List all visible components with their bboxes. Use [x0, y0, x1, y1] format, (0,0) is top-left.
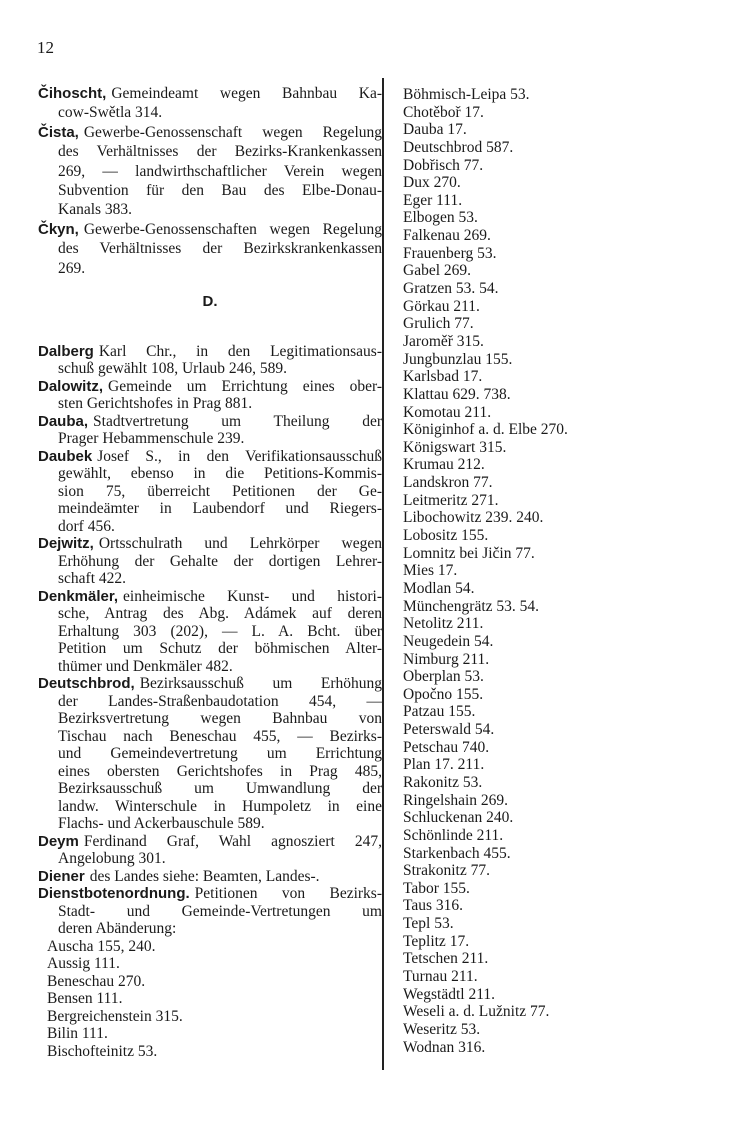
entries-c [38, 84, 382, 278]
entry-line [38, 500, 382, 518]
entry-line [38, 343, 382, 361]
entry-text: Gewerbe-Genossenschaft wegen Regelung [83, 123, 382, 141]
entry-line [38, 378, 382, 396]
entry-line [38, 553, 382, 571]
entry-headword: Čihoscht, [38, 85, 107, 102]
entry-text: schaft 422. [58, 570, 127, 588]
list-item: Weseli a. d. Lužnitz 77. [403, 1003, 550, 1021]
list-item: Böhmisch-Leipa 53. [403, 86, 530, 103]
list-item: Bilin 111. [47, 1025, 108, 1043]
list-item: Wegstädtl 211. [403, 985, 496, 1003]
entry-line [38, 605, 382, 623]
entry-line [38, 588, 382, 606]
entry-line [38, 850, 382, 868]
entry-line [38, 200, 382, 219]
entry-line [38, 220, 382, 239]
list-item: Frauenberg 53. [403, 244, 497, 262]
entry-line [38, 640, 382, 658]
entry-text: sion 75, überreicht Petitionen der Ge- [58, 482, 382, 500]
index-entry [38, 123, 382, 220]
entry-headword: Dejwitz, [38, 535, 94, 553]
entry-text: dorf 456. [58, 517, 115, 535]
entry-line [38, 868, 382, 886]
list-item: Gabel 269. [403, 262, 472, 280]
entry-text: Angelobung 301. [58, 850, 166, 868]
list-item: Leitmeritz 271. [403, 491, 499, 509]
entry-text: thümer und Denkmäler 482. [58, 657, 233, 675]
entry-line [38, 710, 382, 728]
entry-text: schuß gewählt 108, Urlaub 246, 589. [58, 360, 288, 378]
list-item: Königinhof a. d. Elbe 270. [403, 421, 568, 439]
entry-line [38, 483, 382, 501]
list-item: Neugedein 54. [403, 632, 494, 650]
list-item: Turnau 211. [403, 968, 478, 986]
entry-line [38, 181, 382, 200]
entry-headword: Dalberg [38, 342, 94, 360]
entry-line [38, 360, 382, 378]
list-item: Dobřisch 77. [403, 156, 484, 174]
entry-text: Flachs- und Ackerbauschule 589. [58, 815, 265, 833]
entry-line [38, 623, 382, 641]
entry-line [38, 518, 382, 536]
entry-text: Bezirksvertretung wegen Bahnbau von [58, 710, 382, 728]
entry-headword: Deym [38, 832, 79, 850]
index-entry [38, 448, 382, 536]
entry-text: Ortsschulrath und Lehrkörper wegen [98, 535, 382, 553]
index-entry [38, 885, 382, 938]
entry-text: Prager Hebammenschule 239. [58, 430, 245, 448]
list-item: Krumau 212. [403, 456, 485, 474]
list-item: Münchengrätz 53. 54. [403, 597, 540, 615]
entry-line [38, 693, 382, 711]
list-item: Königswart 315. [403, 438, 507, 456]
entry-text: des Verhältnisses der Bezirkskrankenkassen [58, 240, 382, 258]
list-item: Peterswald 54. [403, 721, 495, 739]
entry-line [38, 833, 382, 851]
entry-text: 269. [58, 259, 86, 277]
list-item: Auscha 155, 240. [47, 937, 156, 955]
entry-line [38, 162, 382, 181]
entry-text: Subvention für den Bau des Elbe-Donau- [58, 181, 382, 199]
entry-line [38, 535, 382, 553]
index-entry [38, 84, 382, 123]
entry-text: Bezirksausschuß um Erhöhung [139, 675, 382, 693]
entry-line [38, 780, 382, 798]
list-item: Elbogen 53. [403, 209, 478, 227]
list-item: Rakonitz 53. [403, 773, 483, 791]
entry-text: Tischau nach Beneschau 455, — Bezirks- [58, 727, 382, 745]
list-item: Tabor 155. [403, 879, 470, 897]
list-item: Plan 17. 211. [403, 756, 485, 774]
list-item: Weseritz 53. [403, 1020, 481, 1038]
list-item: Oberplan 53. [403, 668, 484, 686]
list-item: Beneschau 270. [47, 972, 146, 990]
entry-text: cow-Swětla 314. [58, 104, 163, 122]
entry-headword: Dauba, [38, 412, 89, 430]
dienstboten-places-list [38, 938, 382, 1061]
entries-d [38, 343, 382, 938]
index-entry [38, 343, 382, 378]
entry-text: gewählt, ebenso in die Petitions-Kommis- [58, 465, 382, 483]
list-item: Jungbunzlau 155. [403, 350, 513, 368]
list-item: Aussig 111. [47, 955, 120, 973]
list-item: Modlan 54. [403, 579, 475, 597]
list-item: Deutschbrod 587. [403, 138, 514, 156]
entry-text: Karl Chr., in den Legitimationsaus- [98, 342, 382, 360]
list-item: Libochowitz 239. 240. [403, 509, 544, 527]
list-item: Bensen 111. [47, 990, 123, 1008]
entry-text: Stadt- und Gemeinde-Vertretungen um [58, 902, 382, 920]
entry-text: 269, — landwirthschaftlicher Verein wegen [58, 162, 382, 180]
index-entry [38, 675, 382, 833]
entry-headword: Čista, [38, 123, 79, 141]
entry-line [38, 413, 382, 431]
entry-line [38, 465, 382, 483]
entry-text: Petition um Schutz der böhmischen Alter- [58, 640, 382, 658]
list-item: Ringelshain 269. [403, 791, 509, 809]
entry-text: sten Gerichtshofes in Prag 881. [58, 395, 253, 413]
list-item: Gratzen 53. 54. [403, 280, 499, 298]
list-item: Nimburg 211. [403, 650, 490, 668]
entry-text: landw. Winterschule in Humpoletz in eine [58, 797, 382, 815]
index-entry [38, 220, 382, 278]
list-item: Landskron 77. [403, 474, 493, 492]
entry-line [38, 142, 382, 161]
entry-headword: Daubek [38, 447, 93, 465]
entry-line [38, 103, 382, 122]
list-item: Dux 270. [403, 174, 461, 192]
entry-text: sche, Antrag des Abg. Adámek auf deren [58, 605, 382, 623]
list-item: Eger 111. [403, 191, 463, 209]
entry-text: des Landes siehe: Beamten, Landes-. [89, 867, 320, 885]
list-item: Bergreichenstein 315. [47, 1007, 183, 1025]
list-item: Grulich 77. [403, 315, 474, 333]
entry-text: Gemeindeamt wegen Bahnbau Ka- [111, 85, 382, 102]
index-entry [38, 535, 382, 588]
entry-text: Josef S., in den Verifikationsausschuß [97, 447, 382, 465]
entry-line [38, 763, 382, 781]
entry-text: einheimische Kunst- und histori- [123, 587, 382, 605]
list-item: Jaroměř 315. [403, 332, 484, 350]
entry-text: Stadtvertretung um Theilung der [93, 412, 382, 430]
list-item: Schluckenan 240. [403, 809, 514, 827]
section-heading-d: D. [202, 292, 218, 310]
entry-headword: Denkmäler, [38, 587, 119, 605]
column-divider [382, 78, 384, 1070]
entry-text: Erhöhung der Gehalte der dortigen Lehrer- [58, 552, 382, 570]
entry-text: Erhaltung 303 (202), — L. A. Bcht. über [58, 622, 382, 640]
list-item: Görkau 211. [403, 297, 480, 315]
entry-headword: Deutschbrod, [38, 675, 135, 693]
entry-line [38, 448, 382, 466]
list-item: Schönlinde 211. [403, 826, 504, 844]
list-item: Lobositz 155. [403, 527, 489, 545]
list-item: Opočno 155. [403, 685, 484, 703]
list-item: Dauba 17. [403, 121, 467, 139]
entry-line [38, 675, 382, 693]
entry-line [38, 885, 382, 903]
list-item: Petschau 740. [403, 738, 490, 756]
entry-text: Petitionen von Bezirks- [194, 885, 382, 903]
entry-line [38, 745, 382, 763]
list-item: Strakonitz 77. [403, 862, 490, 880]
entry-line [38, 920, 382, 938]
index-entry [38, 588, 382, 676]
entry-line [38, 239, 382, 258]
list-item: Tetschen 211. [403, 950, 489, 968]
entry-line [38, 259, 382, 278]
entry-line [38, 658, 382, 676]
index-entry [38, 413, 382, 448]
index-entry [38, 868, 382, 886]
list-item: Falkenau 269. [403, 227, 491, 245]
left-column [38, 84, 382, 1060]
entry-text: der Landes-Straßenbaudotation 454, — [58, 692, 382, 710]
list-item: Komotau 211. [403, 403, 492, 421]
entry-headword: Diener [38, 867, 85, 885]
list-item: Tepl 53. [403, 915, 454, 933]
list-item: Starkenbach 455. [403, 844, 511, 862]
list-item: Lomnitz bei Jičin 77. [403, 544, 535, 562]
entry-line [38, 84, 382, 103]
entry-line [38, 430, 382, 448]
entry-text: deren Abänderung: [58, 920, 177, 938]
index-entry [38, 833, 382, 868]
entry-text: und Gemeindevertretung um Errichtung [58, 745, 382, 763]
entry-line [38, 570, 382, 588]
entry-text: Gemeinde um Errichtung eines ober- [108, 377, 382, 395]
list-item: Chotěboř 17. [403, 103, 484, 121]
list-item: Netolitz 211. [403, 615, 484, 633]
entry-text: meindeämter in Laubendorf und Riegers- [58, 500, 382, 518]
list-item: Taus 316. [403, 897, 464, 915]
entry-text: Ferdinand Graf, Wahl agnosziert 247, [83, 832, 382, 850]
entry-text: eines obersten Gerichtshofes in Prag 485, [58, 762, 382, 780]
entry-headword: Dienstbotenordnung. [38, 885, 190, 903]
entry-text: des Verhältnisses der Bezirks-Krankenkassen [58, 143, 382, 161]
list-item: Karlsbad 17. [403, 368, 483, 386]
list-item: Wodnan 316. [403, 1038, 486, 1056]
entry-line [38, 123, 382, 142]
entry-line [38, 798, 382, 816]
right-column-places-list [403, 86, 723, 1056]
list-item: Patzau 155. [403, 703, 476, 721]
entry-line [38, 903, 382, 921]
entry-line [38, 728, 382, 746]
entry-text: Gewerbe-Genossenschaften wegen Regelung [83, 220, 382, 238]
index-entry [38, 378, 382, 413]
entry-line [38, 815, 382, 833]
list-item: Mies 17. [403, 562, 458, 580]
list-item: Klattau 629. 738. [403, 385, 511, 403]
page-number: 12 [37, 38, 54, 57]
list-item: Bischofteinitz 53. [47, 1042, 158, 1060]
entry-text: Kanals 383. [58, 201, 133, 219]
entry-text: Bezirksausschuß um Umwandlung der [58, 780, 382, 798]
entry-headword: Čkyn, [38, 220, 79, 238]
list-item: Teplitz 17. [403, 932, 470, 950]
entry-headword: Dalowitz, [38, 377, 104, 395]
entry-line [38, 395, 382, 413]
